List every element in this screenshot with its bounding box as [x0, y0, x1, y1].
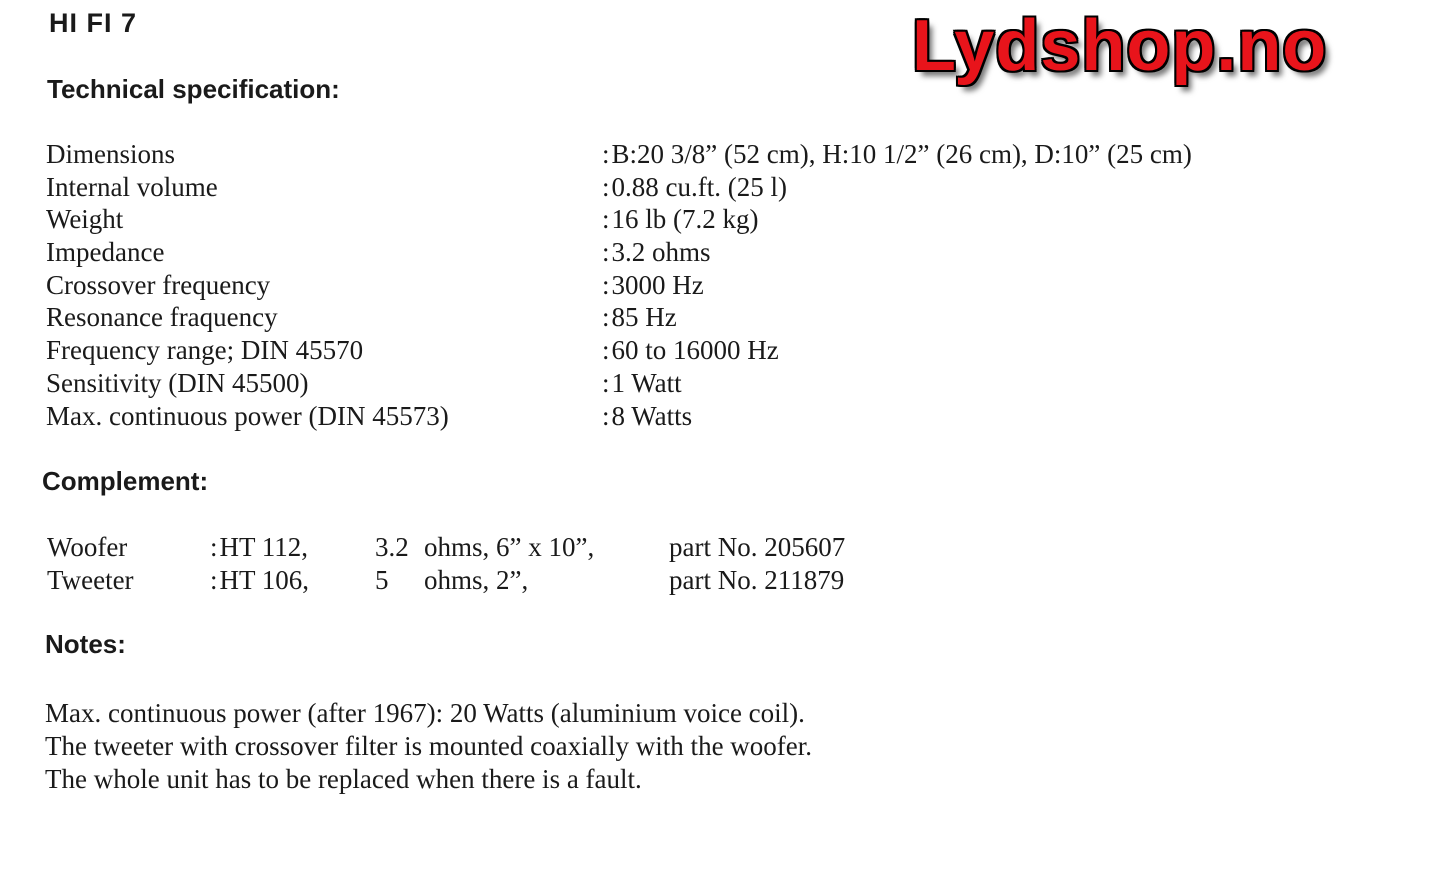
note-line: Max. continuous power (after 1967): 20 Watts (aluminium voice coil).	[45, 698, 805, 728]
spec-value: : 0.88 cu.ft. (25 l)	[602, 171, 787, 203]
component-name: Tweeter	[47, 565, 134, 595]
note-line: The whole unit has to be replaced when there is a fault.	[45, 764, 642, 794]
component-size: ohms, 6” x 10”,	[424, 532, 595, 562]
spec-value: : 8 Watts	[602, 400, 692, 432]
component-part-number: part No. 211879	[669, 565, 845, 595]
notes-heading: Notes:	[45, 629, 126, 659]
lydshop-logo: Lydshop.no	[912, 6, 1328, 86]
spec-heading: Technical specification:	[47, 74, 340, 104]
note-line: The tweeter with crossover filter is mounted coaxially with the woofer.	[45, 731, 813, 761]
spec-label: Internal volume	[46, 171, 218, 202]
spec-label: Crossover frequency	[46, 269, 271, 300]
component-impedance: 3.2	[375, 532, 409, 562]
complement-heading: Complement:	[42, 466, 209, 496]
spec-value: : B:20 3/8” (52 cm), H:10 1/2” (26 cm), D:10” (25 cm)	[602, 138, 1192, 170]
spec-label: Resonance fraquency	[46, 302, 278, 333]
spec-label: Weight	[46, 204, 124, 235]
spec-value: : 16 lb (7.2 kg)	[602, 203, 759, 235]
component-size: ohms, 2”,	[424, 565, 529, 595]
component-part-number: part No. 205607	[669, 532, 846, 562]
component-name: Woofer	[47, 532, 128, 562]
model-title: HI FI 7	[49, 8, 138, 38]
spec-value: : 1 Watt	[602, 367, 682, 399]
spec-label: Frequency range; DIN 45570	[46, 335, 364, 366]
component-model: : HT 112,	[210, 531, 308, 564]
spec-value: : 85 Hz	[602, 301, 677, 333]
component-impedance: 5	[375, 565, 389, 595]
spec-value: : 60 to 16000 Hz	[602, 334, 779, 366]
notes-body	[45, 697, 812, 796]
component-model: : HT 106,	[210, 564, 309, 597]
spec-value: : 3.2 ohms	[602, 236, 711, 268]
spec-label: Impedance	[46, 237, 165, 268]
spec-label: Sensitivity (DIN 45500)	[46, 367, 309, 398]
spec-label: Dimensions	[46, 139, 176, 169]
spec-value: : 3000 Hz	[602, 269, 704, 301]
spec-label: Max. continuous power (DIN 45573)	[46, 400, 449, 431]
